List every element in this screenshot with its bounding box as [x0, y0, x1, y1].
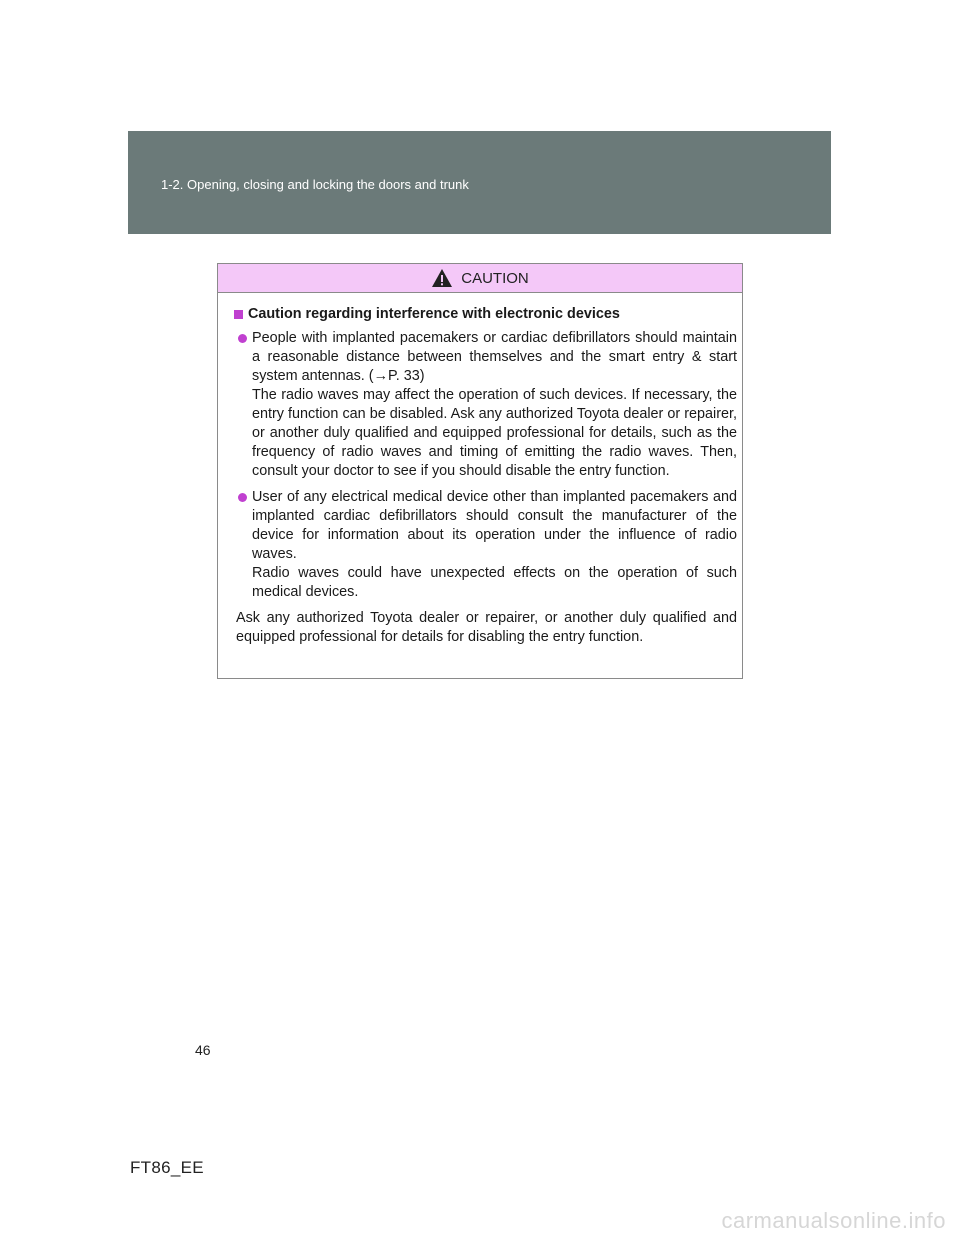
square-bullet-icon	[234, 310, 243, 319]
caution-item	[234, 488, 737, 602]
caution-item	[234, 329, 737, 481]
watermark: carmanualsonline.info	[721, 1208, 946, 1233]
document-code: FT86_EE	[130, 1158, 204, 1177]
caution-heading	[234, 305, 737, 324]
caution-item-text: Radio waves could have unexpected effects on the operation of such medical devices.	[252, 565, 737, 600]
dot-bullet-icon	[238, 493, 247, 502]
caution-box	[217, 263, 743, 679]
caution-heading-text: Caution regarding interference with electronic devices	[248, 306, 620, 322]
section-header-band	[128, 131, 831, 234]
section-title: 1-2. Opening, closing and locking the doors and trunk	[161, 177, 469, 192]
caution-title: CAUTION	[461, 269, 529, 287]
caution-item-text: People with implanted pacemakers or cardiac defibrillators should maintain a reasonable distance between themselves and the smart entry & start system antennas. (→P. 33)	[252, 330, 737, 384]
warning-triangle-icon	[431, 268, 453, 288]
caution-item-text: The radio waves may affect the operation of such devices. If necessary, the entry function can be disabled. Ask any authorized Toyota dealer or repairer, or another duly qualified and equipped professional for details, such as the frequency of radio waves and timing of emitting the radio waves. Then, consult your doctor to see if you should disable the entry function.	[252, 387, 737, 479]
dot-bullet-icon	[238, 334, 247, 343]
caution-header	[218, 264, 742, 293]
page-number: 46	[195, 1042, 211, 1058]
caution-body	[218, 293, 742, 647]
caution-item-text: User of any electrical medical device other than implanted pacemakers and implanted cardiac defibrillators should consult the manufacturer of the device for information about its operation under the influence of radio waves.	[252, 489, 737, 562]
caution-closing-text: Ask any authorized Toyota dealer or repairer, or another duly qualified and equipped professional for details for disabling the entry function.	[236, 610, 737, 645]
